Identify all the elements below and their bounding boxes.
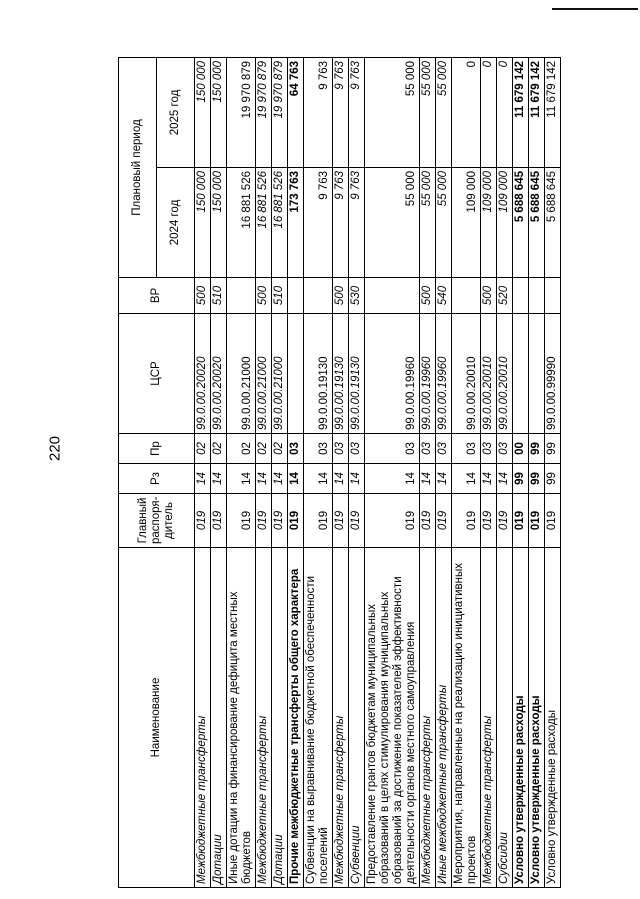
cell-2024: 150 000 — [211, 168, 227, 278]
cell-2024: 16 881 526 — [256, 168, 272, 278]
cell-csr: 99.0.00.19960 — [420, 314, 436, 434]
cell-grbs: 019 — [529, 494, 545, 548]
cell-2025: 55 000 — [365, 57, 420, 167]
cell-name: Дотации — [211, 548, 227, 888]
rotated-table-area — [118, 58, 638, 888]
cell-2024: 55 000 — [365, 168, 420, 278]
cell-grbs: 019 — [497, 494, 513, 548]
cell-rz: 14 — [256, 464, 272, 494]
cell-pr: 03 — [452, 434, 481, 464]
table-row — [272, 57, 288, 887]
cell-pr: 03 — [436, 434, 452, 464]
cell-pr: 03 — [349, 434, 365, 464]
cell-rz: 99 — [529, 464, 545, 494]
cell-pr: 03 — [497, 434, 513, 464]
cell-name: Дотации — [272, 548, 288, 888]
cell-2024: 150 000 — [195, 168, 211, 278]
cell-pr: 03 — [333, 434, 349, 464]
cell-vr: 510 — [211, 278, 227, 314]
cell-rz: 14 — [211, 464, 227, 494]
header-grbs: Главный распоря-дитель — [119, 494, 195, 548]
cell-csr — [288, 314, 304, 434]
table-body — [195, 57, 561, 887]
cell-2024: 9 763 — [333, 168, 349, 278]
cell-name: Условно утвержденные расходы — [513, 548, 529, 888]
cell-grbs: 019 — [452, 494, 481, 548]
cell-rz: 14 — [365, 464, 420, 494]
cell-pr: 03 — [481, 434, 497, 464]
cell-2024: 55 000 — [436, 168, 452, 278]
cell-2025: 150 000 — [211, 57, 227, 167]
cell-2025: 9 763 — [304, 57, 333, 167]
cell-pr: 02 — [211, 434, 227, 464]
cell-csr: 99.0.00.19130 — [349, 314, 365, 434]
cell-csr: 99.0.00.19130 — [333, 314, 349, 434]
cell-csr — [529, 314, 545, 434]
cell-rz: 14 — [349, 464, 365, 494]
cell-csr: 99.0.00.21000 — [256, 314, 272, 434]
cell-rz: 14 — [288, 464, 304, 494]
table-row — [349, 57, 365, 887]
table-row — [195, 57, 211, 887]
cell-grbs: 019 — [513, 494, 529, 548]
cell-pr: 03 — [288, 434, 304, 464]
rotated-table-wrapper — [118, 58, 638, 888]
cell-name: Предоставление грантов бюджетам муниципальных образований в целях стимулирования муниципальных образований за достижение показателей эффективности деятельности органов местного самоуправления — [365, 548, 420, 888]
cell-vr — [513, 278, 529, 314]
cell-2024: 9 763 — [304, 168, 333, 278]
page-number: 220 — [46, 435, 64, 462]
table-row — [333, 57, 349, 887]
cell-name: Межбюджетные трансферты — [481, 548, 497, 888]
cell-vr — [452, 278, 481, 314]
table-row — [256, 57, 272, 887]
cell-name: Субвенции на выравнивание бюджетной обеспеченности поселений — [304, 548, 333, 888]
cell-vr: 540 — [436, 278, 452, 314]
cell-2025: 19 970 879 — [272, 57, 288, 167]
cell-rz: 14 — [195, 464, 211, 494]
cell-grbs: 019 — [436, 494, 452, 548]
cell-2025: 0 — [497, 57, 513, 167]
cell-rz: 14 — [304, 464, 333, 494]
table-row — [227, 57, 256, 887]
header-csr: ЦСР — [119, 314, 195, 434]
cell-pr: 99 — [545, 434, 561, 464]
cell-2024: 5 688 645 — [513, 168, 529, 278]
cell-csr: 99.0.00.19960 — [436, 314, 452, 434]
table-row — [452, 57, 481, 887]
cell-2024: 55 000 — [420, 168, 436, 278]
cell-name: Условно утвержденные расходы — [529, 548, 545, 888]
cell-name: Межбюджетные трансферты — [420, 548, 436, 888]
cell-pr: 03 — [365, 434, 420, 464]
cell-grbs: 019 — [211, 494, 227, 548]
cell-2024: 173 763 — [288, 168, 304, 278]
cell-csr: 99.0.00.20020 — [195, 314, 211, 434]
cell-name: Иные дотации на финансирование дефицита местных бюджетов — [227, 548, 256, 888]
table-row — [481, 57, 497, 887]
cell-grbs: 019 — [333, 494, 349, 548]
cell-vr: 510 — [272, 278, 288, 314]
cell-csr: 99.0.00.20010 — [497, 314, 513, 434]
header-rz: Рз — [119, 464, 195, 494]
cell-name: Прочие межбюджетные трансферты общего характера — [288, 548, 304, 888]
cell-rz: 14 — [497, 464, 513, 494]
header-pr: Пр — [119, 434, 195, 464]
cell-grbs: 019 — [420, 494, 436, 548]
cell-2024: 109 000 — [497, 168, 513, 278]
cell-csr: 99.0.00.20020 — [211, 314, 227, 434]
cell-rz: 14 — [272, 464, 288, 494]
cell-2025: 9 763 — [333, 57, 349, 167]
cell-vr — [227, 278, 256, 314]
cell-rz: 14 — [481, 464, 497, 494]
budget-table — [118, 57, 561, 888]
cell-rz: 99 — [545, 464, 561, 494]
cell-pr: 02 — [227, 434, 256, 464]
cell-vr: 500 — [333, 278, 349, 314]
cell-pr: 00 — [513, 434, 529, 464]
cell-pr: 02 — [256, 434, 272, 464]
table-row — [420, 57, 436, 887]
cell-pr: 99 — [529, 434, 545, 464]
table-row — [288, 57, 304, 887]
cell-2024: 16 881 526 — [272, 168, 288, 278]
header-plan: Плановый период — [119, 57, 157, 277]
cell-name: Мероприятия, направленные на реализацию инициативных проектов — [452, 548, 481, 888]
cell-name: Межбюджетные трансферты — [256, 548, 272, 888]
cell-csr: 99.0.00.99990 — [545, 314, 561, 434]
cell-pr: 03 — [420, 434, 436, 464]
cell-grbs: 019 — [545, 494, 561, 548]
cell-vr: 530 — [349, 278, 365, 314]
table-header — [119, 57, 195, 887]
corner-line — [552, 8, 638, 10]
cell-vr — [529, 278, 545, 314]
cell-2024: 5 688 645 — [529, 168, 545, 278]
cell-rz: 14 — [452, 464, 481, 494]
cell-2025: 150 000 — [195, 57, 211, 167]
cell-vr: 500 — [195, 278, 211, 314]
cell-rz: 14 — [420, 464, 436, 494]
cell-csr: 99.0.00.20010 — [481, 314, 497, 434]
table-row — [365, 57, 420, 887]
cell-name: Межбюджетные трансферты — [195, 548, 211, 888]
cell-2024: 109 000 — [452, 168, 481, 278]
cell-vr — [304, 278, 333, 314]
cell-grbs: 019 — [195, 494, 211, 548]
cell-2025: 19 970 879 — [256, 57, 272, 167]
cell-rz: 14 — [227, 464, 256, 494]
cell-vr — [288, 278, 304, 314]
cell-2024: 109 000 — [481, 168, 497, 278]
cell-csr: 99.0.00.20010 — [452, 314, 481, 434]
header-name: Наименование — [119, 548, 195, 888]
cell-2025: 11 679 142 — [529, 57, 545, 167]
cell-csr — [513, 314, 529, 434]
header-2024: 2024 год — [157, 168, 195, 278]
cell-2024: 9 763 — [349, 168, 365, 278]
table-row — [211, 57, 227, 887]
cell-2025: 55 000 — [420, 57, 436, 167]
cell-rz: 14 — [333, 464, 349, 494]
cell-rz: 99 — [513, 464, 529, 494]
cell-name: Межбюджетные трансферты — [333, 548, 349, 888]
cell-pr: 02 — [272, 434, 288, 464]
cell-pr: 03 — [304, 434, 333, 464]
header-2025: 2025 год — [157, 57, 195, 167]
cell-rz: 14 — [436, 464, 452, 494]
cell-vr: 500 — [420, 278, 436, 314]
cell-grbs: 019 — [365, 494, 420, 548]
cell-grbs: 019 — [256, 494, 272, 548]
cell-grbs: 019 — [227, 494, 256, 548]
cell-csr: 99.0.00.21000 — [272, 314, 288, 434]
table-row — [497, 57, 513, 887]
table-row — [545, 57, 561, 887]
table-row — [513, 57, 529, 887]
cell-2024: 16 881 526 — [227, 168, 256, 278]
cell-grbs: 019 — [304, 494, 333, 548]
cell-vr: 500 — [481, 278, 497, 314]
cell-vr: 500 — [256, 278, 272, 314]
cell-2025: 11 679 142 — [513, 57, 529, 167]
cell-2025: 64 763 — [288, 57, 304, 167]
cell-pr: 02 — [195, 434, 211, 464]
cell-csr: 99.0.00.19130 — [304, 314, 333, 434]
cell-2025: 19 970 879 — [227, 57, 256, 167]
cell-vr: 520 — [497, 278, 513, 314]
table-row — [304, 57, 333, 887]
cell-csr: 99.0.00.19960 — [365, 314, 420, 434]
cell-name: Субсидии — [497, 548, 513, 888]
cell-vr — [545, 278, 561, 314]
cell-2025: 0 — [452, 57, 481, 167]
cell-name: Субвенции — [349, 548, 365, 888]
cell-name: Условно утвержденные расходы — [545, 548, 561, 888]
cell-csr: 99.0.00.21000 — [227, 314, 256, 434]
cell-2025: 11 679 142 — [545, 57, 561, 167]
cell-2024: 5 688 645 — [545, 168, 561, 278]
cell-grbs: 019 — [288, 494, 304, 548]
cell-grbs: 019 — [272, 494, 288, 548]
cell-grbs: 019 — [349, 494, 365, 548]
header-vr: ВР — [119, 278, 195, 314]
table-row — [529, 57, 545, 887]
table-row — [436, 57, 452, 887]
cell-2025: 55 000 — [436, 57, 452, 167]
cell-name: Иные межбюджетные трансферты — [436, 548, 452, 888]
cell-2025: 9 763 — [349, 57, 365, 167]
cell-vr — [365, 278, 420, 314]
cell-grbs: 019 — [481, 494, 497, 548]
cell-2025: 0 — [481, 57, 497, 167]
